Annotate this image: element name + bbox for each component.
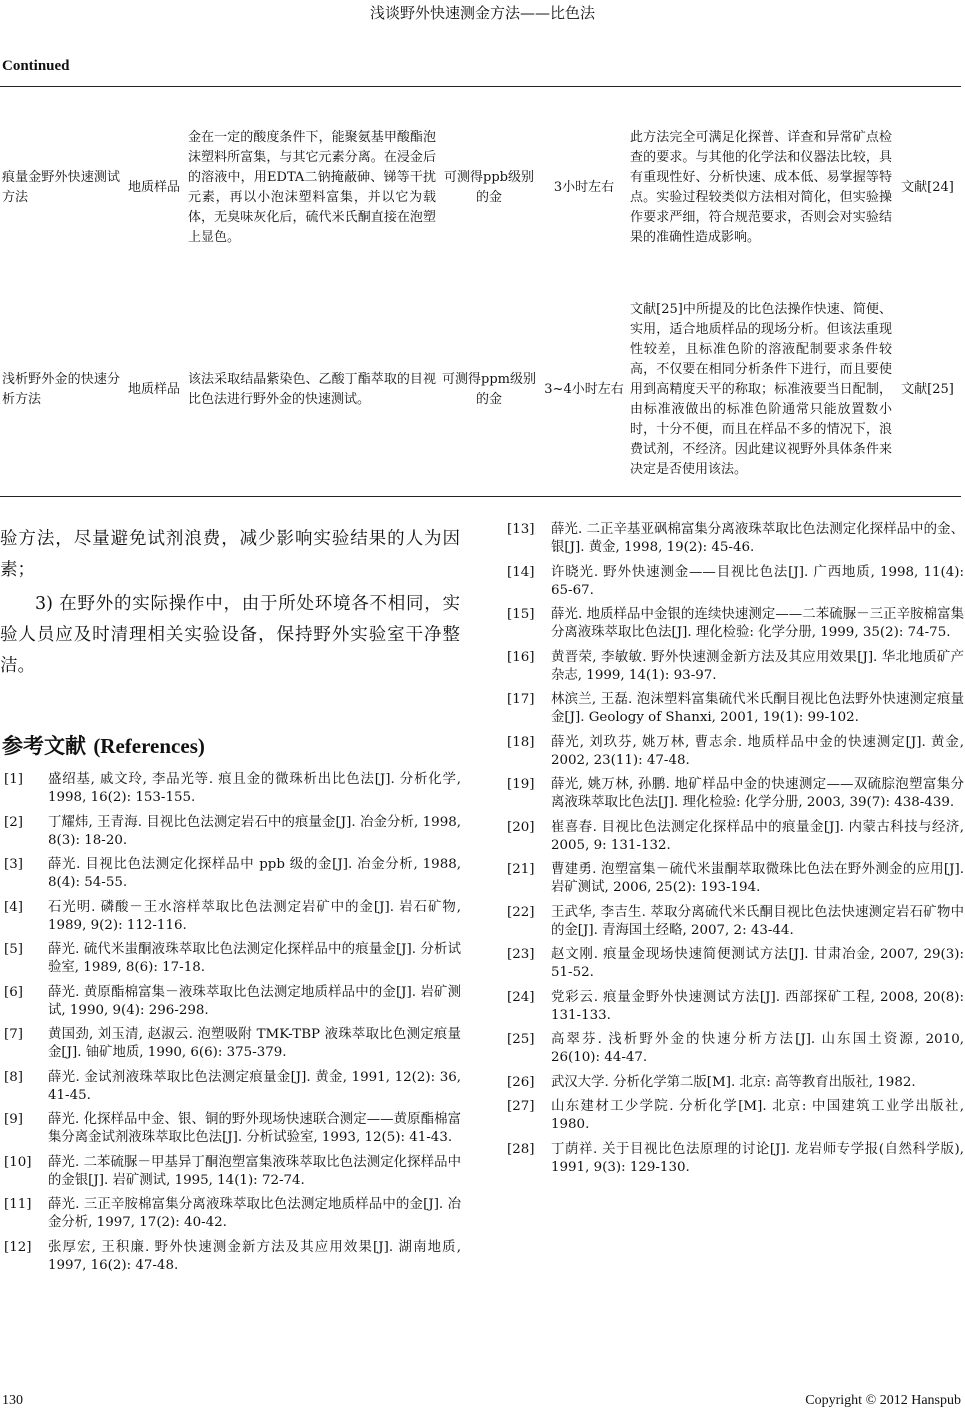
- reference-item: [4, 1196, 461, 1232]
- paragraph-text: 3) 在野外的实际操作中，由于所处环境各不相同，实验人员应及时清理相关实验设备，保持野外实验室干净整洁。: [0, 594, 460, 676]
- reference-number: [24]: [507, 989, 535, 1005]
- reference-text: 王武华, 李吉生. 萃取分离硫代米氏酮目视比色法快速测定岩石矿物中的金[J]. 青海国土经略, 2007, 2: 43-44.: [551, 904, 964, 938]
- reference-text: 许晓光. 野外快速测金——目视比色法[J]. 广西地质, 1998, 11(4): 65-67.: [551, 564, 964, 598]
- reference-item: [507, 1074, 964, 1092]
- reference-item: [4, 856, 461, 892]
- reference-number: [28]: [507, 1141, 535, 1157]
- reference-number: [18]: [507, 734, 535, 750]
- reference-number: [17]: [507, 692, 535, 707]
- reference-number: [1]: [4, 772, 23, 787]
- reference-item: [507, 564, 964, 600]
- reference-item: [507, 819, 964, 855]
- table-top-rule: [0, 86, 961, 87]
- reference-cite: 文献[25]: [901, 382, 954, 397]
- reference-number: [4]: [4, 899, 23, 915]
- reference-number: [6]: [4, 984, 23, 1000]
- reference-number: [8]: [4, 1069, 23, 1085]
- reference-text: 黄国劲, 刘玉清, 赵淑云. 泡塑吸附 TMK-TBP 液珠萃取比色测定痕量金[J]. 铀矿地质, 1990, 6(6): 375-379.: [48, 1027, 461, 1060]
- detection-precision: 可测得ppb级别的金: [444, 170, 534, 205]
- reference-item: [4, 1069, 461, 1105]
- reference-item: [507, 606, 964, 642]
- reference-text: 丁耀炜, 王青海. 目视比色法测定岩石中的痕量金[J]. 冶金分析, 1998, 8(3): 18-20.: [48, 814, 461, 848]
- reference-item: [507, 776, 964, 812]
- reference-text: 崔喜春. 目视比色法测定化探样品中的痕量金[J]. 内蒙古科技与经济, 2005, 9: 131-132.: [551, 819, 964, 853]
- reference-item: [4, 1154, 461, 1190]
- reference-text: 张厚宏, 王积廉. 野外快速测金新方法及其应用效果[J]. 湖南地质, 1997, 16(2): 47-48.: [48, 1239, 461, 1273]
- reference-item: [507, 521, 964, 557]
- reference-number: [12]: [4, 1239, 32, 1255]
- reference-number: [27]: [507, 1099, 535, 1114]
- reference-text: 盛绍基, 戚文玲, 李品光等. 痕且金的微珠析出比色法[J]. 分析化学, 1998, 16(2): 153-155.: [48, 772, 461, 805]
- reference-number: [10]: [4, 1154, 32, 1170]
- reference-item: [507, 649, 964, 685]
- reference-item: [4, 984, 461, 1020]
- table-bottom-rule: [0, 496, 961, 497]
- reference-number: [2]: [4, 814, 23, 830]
- copyright-notice: Copyright © 2012 Hanspub: [805, 1393, 961, 1408]
- method-evaluation: 文献[25]中所提及的比色法操作快速、简便、实用，适合地质样品的现场分析。但该法重现性较差，且标准色阶的溶液配制要求条件较高，不仅要在相同分析条件下进行，而且要使用到高精度天平的称取；标准液要当日配制，由标准液做出的标准色阶通常只能放置数小时，十分不便，而且在样品不多的情况下，浪费试剂，不经济。因此建议视野外具体条件来决定是否使用该法。: [630, 302, 892, 477]
- body-paragraph-2: [0, 589, 460, 682]
- analysis-time: 3~4小时左右: [544, 382, 624, 397]
- references-heading: [2, 730, 205, 760]
- reference-cite: 文献[24]: [901, 180, 954, 195]
- reference-text: 林滨兰, 王磊. 泡沫塑料富集硫代米氏酮目视比色法野外快速测定痕量金[J]. Geology of Shanxi, 2001, 19(1): 99-102.: [551, 692, 964, 725]
- methods-table: [0, 88, 961, 492]
- method-name: 浅析野外金的快速分析方法: [2, 372, 120, 407]
- sample-type: 地质样品: [127, 180, 180, 195]
- reference-number: [21]: [507, 862, 535, 877]
- reference-text: 薛光. 黄原酯棉富集－液珠萃取比色法测定地质样品中的金[J]. 岩矿测试, 1990, 9(4): 296-298.: [48, 984, 461, 1018]
- reference-item: [507, 989, 964, 1025]
- references-right-column: [507, 521, 964, 1183]
- table-continued-label: Continued: [2, 58, 70, 74]
- reference-item: [4, 899, 461, 935]
- reference-text: 薛光. 硫代米蚩酮液珠萃取比色法测定化探样品中的痕量金[J]. 分析试验室, 1989, 8(6): 17-18.: [48, 942, 461, 975]
- reference-number: [20]: [507, 819, 535, 835]
- reference-number: [13]: [507, 522, 535, 537]
- reference-number: [19]: [507, 777, 535, 792]
- reference-text: 薛光. 化探样品中金、银、铜的野外现场快速联合测定——黄原酯棉富集分离金试剂液珠萃取比色法[J]. 分析试验室, 1993, 12(5): 41-43.: [48, 1112, 461, 1145]
- reference-item: [4, 1239, 461, 1275]
- reference-text: 薛光. 目视比色法测定化探样品中 ppb 级的金[J]. 冶金分析, 1988, 8(4): 54-55.: [48, 857, 461, 890]
- reference-item: [507, 1031, 964, 1067]
- reference-number: [3]: [4, 857, 23, 872]
- table-row: [0, 88, 961, 288]
- reference-text: 薛光. 三正辛胺棉富集分离液珠萃取比色法测定地质样品中的金[J]. 冶金分析, 1997, 17(2): 40-42.: [48, 1197, 461, 1230]
- reference-number: [5]: [4, 942, 23, 957]
- reference-text: 丁荫祥. 关于目视比色法原理的讨论[J]. 龙岩师专学报(自然科学版), 1991, 9(3): 129-130.: [551, 1141, 964, 1175]
- page-number: 130: [2, 1393, 23, 1408]
- reference-text: 山东建材工少学院. 分析化学[M]. 北京: 中国建筑工业学出版社, 1980.: [551, 1099, 964, 1132]
- reference-text: 薛光. 二苯硫脲－甲基异丁酮泡塑富集液珠萃取比色法测定化探样品中的金银[J]. 岩矿测试, 1995, 14(1): 72-74.: [48, 1154, 461, 1188]
- method-description: 金在一定的酸度条件下，能聚氨基甲酸酯泡沫塑料所富集，与其它元素分离。在浸金后的溶液中，用EDTA二钠掩蔽砷、锑等干扰元素，再以小泡沫塑料富集，并以它为载体，无臭味灰化后，硫代米氏酮直接在泡塑上显色。: [188, 130, 436, 245]
- reference-number: [9]: [4, 1112, 23, 1127]
- method-description: 该法采取结晶紫染色、乙酸丁酯萃取的目视比色法进行野外金的快速测试。: [188, 372, 436, 407]
- reference-number: [22]: [507, 904, 535, 920]
- method-evaluation: 此方法完全可满足化探普、详查和异常矿点检查的要求。与其他的化学法和仪器法比较，具有重现性好、分析快速、成本低、易掌握等特点。实验过程较类似方法相对简化，但实验操作要求严细，符合规范要求，否则会对实验结果的准确性造成影响。: [630, 130, 892, 245]
- reference-item: [4, 1111, 461, 1147]
- reference-text: 薛光, 刘玖芬, 姚万林, 曹志余. 地质样品中金的快速测定[J]. 黄金, 2002, 23(11): 47-48.: [551, 734, 964, 768]
- reference-number: [14]: [507, 564, 535, 580]
- reference-number: [26]: [507, 1074, 535, 1090]
- method-name: 痕量金野外快速测试方法: [2, 170, 120, 205]
- reference-item: [4, 941, 461, 977]
- running-header: 浅谈野外快速测金方法——比色法: [369, 4, 595, 22]
- sample-type: 地质样品: [127, 382, 180, 397]
- reference-text: 薛光. 金试剂液珠萃取比色法测定痕量金[J]. 黄金, 1991, 12(2): 36, 41-45.: [48, 1069, 461, 1103]
- paragraph-text: 验方法，尽量避免试剂浪费，减少影响实验结果的人为因素；: [0, 529, 460, 580]
- reference-text: 黄晋荣, 李敏敏. 野外快速测金新方法及其应用效果[J]. 华北地质矿产杂志, 1999, 14(1): 93-97.: [551, 649, 964, 683]
- reference-text: 党彩云. 痕量金野外快速测试方法[J]. 西部探矿工程, 2008, 20(8): 131-133.: [551, 989, 964, 1023]
- body-paragraph-1: [0, 524, 460, 586]
- reference-item: [507, 1141, 964, 1177]
- references-heading-cn: 参考文献: [2, 733, 86, 758]
- reference-text: 高翠芬. 浅析野外金的快速分析方法[J]. 山东国土资源, 2010, 26(10): 44-47.: [551, 1032, 964, 1065]
- references-left-column: [4, 771, 461, 1281]
- reference-text: 武汉大学. 分析化学第二版[M]. 北京: 高等教育出版社, 1982.: [551, 1074, 916, 1090]
- reference-item: [507, 904, 964, 940]
- reference-item: [507, 691, 964, 727]
- reference-text: 赵文刚. 痕量金现场快速简便测试方法[J]. 甘肃冶金, 2007, 29(3): 51-52.: [551, 947, 964, 980]
- reference-number: [15]: [507, 607, 535, 622]
- analysis-time: 3小时左右: [553, 180, 615, 195]
- reference-number: [16]: [507, 649, 535, 665]
- reference-text: 曹建勇. 泡塑富集－硫代米蚩酮萃取微珠比色法在野外测金的应用[J]. 岩矿测试, 2006, 25(2): 193-194.: [551, 862, 964, 895]
- reference-text: 薛光. 二正辛基亚砜棉富集分离液珠萃取比色法测定化探样品中的金、银[J]. 黄金, 1998, 19(2): 45-46.: [551, 522, 964, 555]
- reference-item: [4, 1026, 461, 1062]
- reference-item: [507, 946, 964, 982]
- reference-text: 石光明. 磷酸－王水溶样萃取比色法测定岩矿中的金[J]. 岩石矿物, 1989, 9(2): 112-116.: [48, 899, 461, 933]
- reference-number: [11]: [4, 1197, 32, 1212]
- reference-item: [4, 771, 461, 807]
- reference-item: [507, 861, 964, 897]
- reference-number: [25]: [507, 1032, 535, 1047]
- reference-item: [4, 814, 461, 850]
- reference-text: 薛光, 姚万林, 孙鹏. 地矿样品中金的快速测定——双硫腙泡塑富集分离液珠萃取比色法[J]. 理化检验: 化学分册, 2003, 39(7): 438-439.: [551, 777, 964, 810]
- reference-number: [7]: [4, 1027, 23, 1042]
- table-row: [0, 288, 961, 492]
- reference-text: 薛光. 地质样品中金银的连续快速测定——二苯硫脲－三正辛胺棉富集分离液珠萃取比色法[J]. 理化检验: 化学分册, 1999, 35(2): 74-75.: [551, 607, 964, 640]
- detection-precision: 可测得ppm级别的金: [442, 372, 536, 407]
- references-heading-en: (References): [93, 734, 205, 758]
- reference-item: [507, 734, 964, 770]
- reference-number: [23]: [507, 947, 535, 962]
- reference-item: [507, 1098, 964, 1134]
